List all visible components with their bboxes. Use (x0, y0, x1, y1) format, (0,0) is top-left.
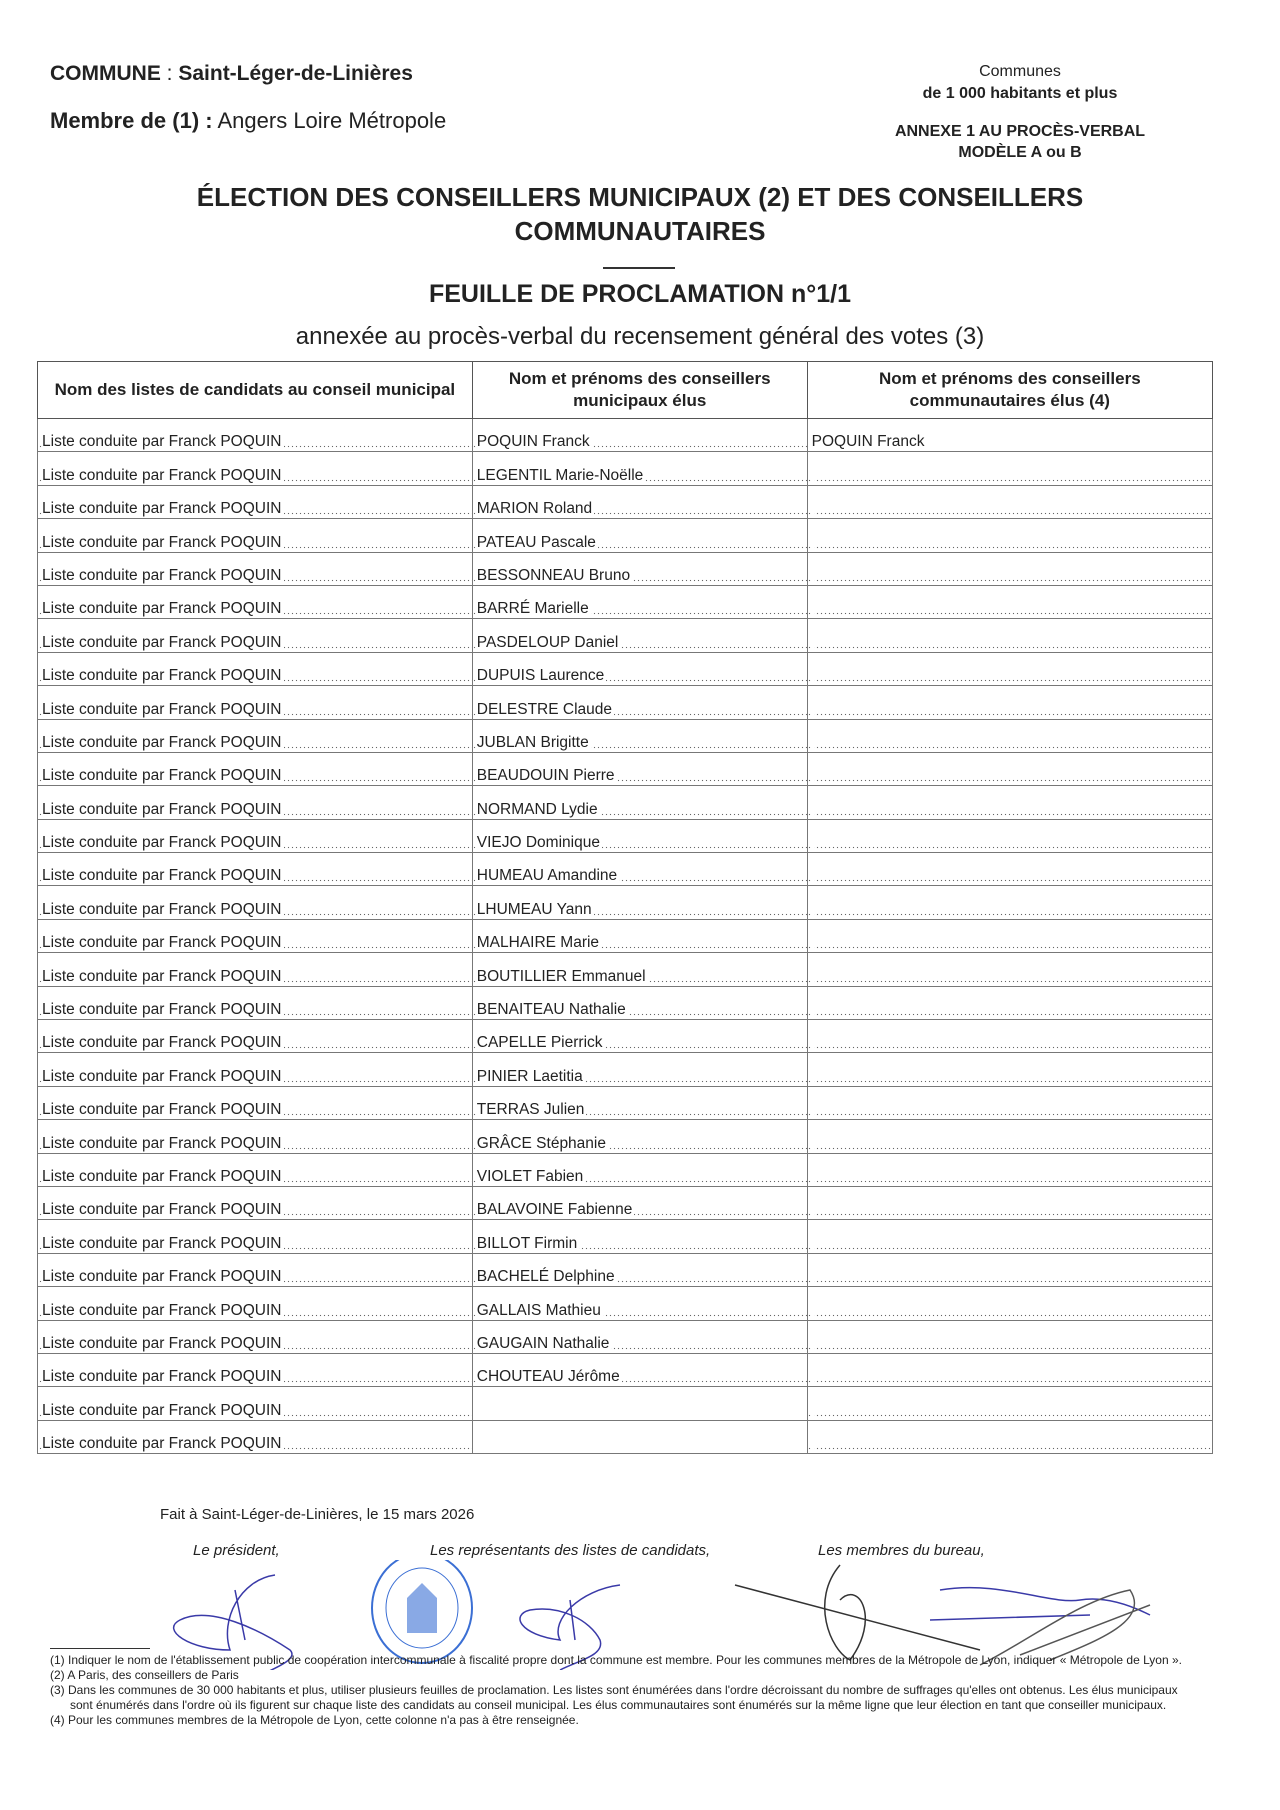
municipal-councillor-cell (472, 1353, 807, 1386)
community-councillor-cell (807, 752, 1212, 785)
municipal-councillor-cell (472, 1186, 807, 1219)
community-councillor-cell (807, 886, 1212, 919)
community-councillor-cell (807, 1053, 1212, 1086)
municipal-councillor: BACHELÉ Delphine (476, 1268, 615, 1286)
table-row (38, 619, 1213, 652)
municipal-councillor-cell (472, 1153, 807, 1186)
footnote-4: (4) Pour les communes membres de la Métropole de Lyon, cette colonne n'a pas à être renseignée. (50, 1713, 579, 1727)
municipal-councillor-cell (472, 619, 807, 652)
municipal-councillor: LEGENTIL Marie-Noëlle (476, 466, 644, 484)
municipal-councillor-cell (472, 719, 807, 752)
commune-label: COMMUNE (50, 62, 161, 85)
municipal-councillor-cell (472, 953, 807, 986)
list-name-cell (38, 719, 473, 752)
municipal-councillor-cell (472, 1253, 807, 1286)
municipal-councillor-cell (472, 886, 807, 919)
table-row (38, 1153, 1213, 1186)
community-councillor-cell (807, 1320, 1212, 1353)
list-name-cell (38, 686, 473, 719)
community-councillor-cell (807, 953, 1212, 986)
list-name: Liste conduite par Franck POQUIN (42, 700, 282, 718)
list-name: Liste conduite par Franck POQUIN (42, 1268, 282, 1286)
community-councillor (812, 934, 814, 951)
municipal-councillor: LHUMEAU Yann (476, 900, 592, 918)
municipal-councillor: CAPELLE Pierrick (476, 1034, 603, 1052)
list-name: Liste conduite par Franck POQUIN (42, 1234, 282, 1252)
municipal-councillor-cell (472, 452, 807, 485)
list-name-cell (38, 1353, 473, 1386)
list-name-cell (38, 1186, 473, 1219)
community-councillor: POQUIN Franck (811, 433, 925, 451)
table-row (38, 719, 1213, 752)
list-name-cell (38, 819, 473, 852)
community-councillor-cell (807, 1253, 1212, 1286)
municipal-councillor-cell (472, 1320, 807, 1353)
list-name-cell (38, 986, 473, 1019)
list-name: Liste conduite par Franck POQUIN (42, 1167, 282, 1185)
municipal-councillor: BALAVOINE Fabienne (476, 1201, 633, 1219)
title-line1: ÉLECTION DES CONSEILLERS MUNICIPAUX (2) ET DES CONSEILLERS (196, 182, 1084, 212)
footnote-2: (2) A Paris, des conseillers de Paris (50, 1668, 239, 1682)
municipal-councillor: HUMEAU Amandine (476, 867, 618, 885)
sheet-title: FEUILLE DE PROCLAMATION n°1/1 (428, 280, 852, 308)
list-name: Liste conduite par Franck POQUIN (42, 1201, 282, 1219)
commune-name: Saint-Léger-de-Linières (178, 62, 413, 85)
municipal-councillor: POQUIN Franck (476, 433, 590, 451)
municipal-councillor-cell (472, 585, 807, 618)
list-name-cell (38, 519, 473, 552)
community-councillor-cell (807, 853, 1212, 886)
municipal-councillor: BEAUDOUIN Pierre (476, 767, 615, 785)
municipal-councillor-cell (472, 1220, 807, 1253)
community-councillor (812, 1101, 814, 1118)
list-name: Liste conduite par Franck POQUIN (42, 1368, 282, 1386)
community-councillor-cell (807, 1353, 1212, 1386)
community-councillor (812, 1302, 814, 1319)
community-councillor-cell (807, 1020, 1212, 1053)
community-councillor-cell (807, 585, 1212, 618)
place-date: Fait à Saint-Léger-de-Linières, le 15 mars 2026 (160, 1506, 475, 1523)
community-councillor (812, 567, 814, 584)
municipal-councillor: BARRÉ Marielle (476, 600, 589, 618)
community-councillor-cell (807, 452, 1212, 485)
community-councillor-cell (807, 552, 1212, 585)
annexe-line1: ANNEXE 1 AU PROCÈS-VERBAL (894, 123, 1146, 140)
list-name: Liste conduite par Franck POQUIN (42, 1334, 282, 1352)
list-name: Liste conduite par Franck POQUIN (42, 1134, 282, 1152)
community-councillor (812, 1435, 814, 1452)
community-councillor-cell (807, 1186, 1212, 1219)
municipal-councillor: BESSONNEAU Bruno (476, 566, 631, 584)
membre-label: Membre de (1) : (50, 108, 213, 133)
table-row (38, 886, 1213, 919)
community-councillor-cell (807, 485, 1212, 518)
community-councillor-cell (807, 786, 1212, 819)
title-line2: COMMUNAUTAIRES (514, 216, 766, 246)
list-name: Liste conduite par Franck POQUIN (42, 900, 282, 918)
bureau-signature-2 (930, 1588, 1150, 1620)
community-councillor-cell (807, 619, 1212, 652)
municipal-councillor-cell (472, 686, 807, 719)
municipal-councillor-cell (472, 1020, 807, 1053)
community-councillor-cell (807, 1387, 1212, 1420)
annexe-line2: MODÈLE A ou B (958, 144, 1082, 161)
community-councillor-cell (807, 519, 1212, 552)
municipal-councillor: VIEJO Dominique (476, 834, 600, 852)
list-name: Liste conduite par Franck POQUIN (42, 967, 282, 985)
municipal-councillor: MARION Roland (476, 500, 593, 518)
table-row (38, 1120, 1213, 1153)
community-councillor (812, 600, 814, 617)
municipal-councillor: PATEAU Pascale (476, 533, 596, 551)
community-councillor (812, 1235, 814, 1252)
list-name: Liste conduite par Franck POQUIN (42, 1435, 282, 1453)
list-name-cell (38, 485, 473, 518)
community-councillor (812, 1201, 814, 1218)
list-name: Liste conduite par Franck POQUIN (42, 834, 282, 852)
list-name-cell (38, 752, 473, 785)
table-row (38, 953, 1213, 986)
column-header-lists: Nom des listes de candidats au conseil municipal (38, 362, 473, 419)
representatives-label: Les représentants des listes de candidats, (430, 1542, 711, 1559)
list-name-cell (38, 886, 473, 919)
community-councillor (812, 467, 814, 484)
municipal-councillor-cell (472, 853, 807, 886)
bureau-signature-1 (735, 1565, 980, 1660)
municipal-councillor: GALLAIS Mathieu (476, 1301, 601, 1319)
list-name-cell (38, 419, 473, 452)
table-row (38, 919, 1213, 952)
municipal-councillor-cell (472, 786, 807, 819)
municipal-councillor-cell (472, 986, 807, 1019)
list-name-cell (38, 452, 473, 485)
table-row (38, 452, 1213, 485)
list-name-cell (38, 1253, 473, 1286)
municipal-councillor-cell (472, 919, 807, 952)
column-header-municipal: Nom et prénoms des conseillers municipaux élus (472, 362, 807, 419)
community-councillor-cell (807, 1220, 1212, 1253)
community-councillor-cell (807, 719, 1212, 752)
bureau-label: Les membres du bureau, (818, 1542, 985, 1559)
municipal-councillor: BENAITEAU Nathalie (476, 1001, 626, 1019)
table-row (38, 752, 1213, 785)
municipal-councillor: TERRAS Julien (476, 1101, 585, 1119)
municipal-councillor: GAUGAIN Nathalie (476, 1334, 610, 1352)
municipal-councillor: BOUTILLIER Emmanuel (476, 967, 646, 985)
table-row (38, 552, 1213, 585)
table-row (38, 1086, 1213, 1119)
municipal-councillor-cell (472, 819, 807, 852)
municipal-councillor-cell (472, 1053, 807, 1086)
community-councillor-cell (807, 1120, 1212, 1153)
list-name-cell (38, 552, 473, 585)
list-name: Liste conduite par Franck POQUIN (42, 466, 282, 484)
table-row (38, 1287, 1213, 1320)
municipal-councillor (477, 1435, 479, 1452)
list-name-cell (38, 853, 473, 886)
list-name-cell (38, 786, 473, 819)
list-name-cell (38, 1420, 473, 1453)
table-row (38, 519, 1213, 552)
footnote-3: (3) Dans les communes de 30 000 habitants et plus, utiliser plusieurs feuilles de proclamation. Les listes sont énumérées dans l'ordre décroissant du nombre de suffrages qu'elles ont obtenus. Les élus municipaux sont énumérés dans l'ordre où ils figurent sur chaque liste des candidats au conseil municipal. Les élus communautaires sont énumérés sur la même ligne que leur élection en tant que conseiller municipaux. (50, 1683, 1178, 1712)
community-councillor (812, 734, 814, 751)
table-row (38, 1353, 1213, 1386)
community-councillor-cell (807, 1086, 1212, 1119)
list-name-cell (38, 1387, 473, 1420)
community-councillor-cell (807, 919, 1212, 952)
municipal-councillor: DELESTRE Claude (476, 700, 613, 718)
community-councillor (812, 701, 814, 718)
table-row (38, 1320, 1213, 1353)
community-councillor-cell (807, 819, 1212, 852)
list-name: Liste conduite par Franck POQUIN (42, 800, 282, 818)
table-row (38, 1253, 1213, 1286)
list-name-cell (38, 1153, 473, 1186)
list-name: Liste conduite par Franck POQUIN (42, 433, 282, 451)
list-name: Liste conduite par Franck POQUIN (42, 1034, 282, 1052)
community-councillor (812, 1068, 814, 1085)
municipal-councillor: PASDELOUP Daniel (476, 633, 619, 651)
table-row (38, 1020, 1213, 1053)
communes-line1: Communes (979, 63, 1061, 80)
membre-name: Angers Loire Métropole (217, 108, 447, 133)
municipal-councillor: GRÂCE Stéphanie (476, 1134, 606, 1152)
list-name: Liste conduite par Franck POQUIN (42, 867, 282, 885)
subtitle: annexée au procès-verbal du recensement général des votes (3) (295, 323, 985, 350)
list-name: Liste conduite par Franck POQUIN (42, 566, 282, 584)
table-row (38, 585, 1213, 618)
list-name: Liste conduite par Franck POQUIN (42, 1301, 282, 1319)
list-name: Liste conduite par Franck POQUIN (42, 1401, 282, 1419)
municipal-councillor: BILLOT Firmin (476, 1234, 578, 1252)
municipal-councillor: CHOUTEAU Jérôme (476, 1368, 620, 1386)
municipal-councillor: MALHAIRE Marie (476, 934, 600, 952)
community-councillor (812, 834, 814, 851)
footnote-1: (1) Indiquer le nom de l'établissement public de coopération intercommunale à fiscalité propre dont la commune est membre. Pour les communes membres de la Métropole de Lyon, indiquer « Métropole de Lyon ». (50, 1653, 1182, 1667)
community-councillor (812, 901, 814, 918)
community-councillor-cell (807, 1153, 1212, 1186)
community-councillor-cell (807, 652, 1212, 685)
column-header-community: Nom et prénoms des conseillers communautaires élus (4) (807, 362, 1212, 419)
list-name-cell (38, 652, 473, 685)
municipal-councillor: VIOLET Fabien (476, 1167, 584, 1185)
table-row (38, 819, 1213, 852)
table-row (38, 986, 1213, 1019)
communes-line2: de 1 000 habitants et plus (922, 85, 1118, 102)
list-name: Liste conduite par Franck POQUIN (42, 1101, 282, 1119)
list-name: Liste conduite par Franck POQUIN (42, 600, 282, 618)
list-name-cell (38, 1220, 473, 1253)
community-councillor (812, 801, 814, 818)
table-row (38, 1387, 1213, 1420)
table-row (38, 419, 1213, 452)
footnote-rule (50, 1648, 150, 1649)
membre (50, 108, 446, 134)
president-label: Le président, (193, 1542, 280, 1559)
list-name: Liste conduite par Franck POQUIN (42, 500, 282, 518)
municipal-councillor-cell (472, 1287, 807, 1320)
municipal-councillor-cell (472, 552, 807, 585)
table-row (38, 786, 1213, 819)
table-row (38, 686, 1213, 719)
table-row (38, 853, 1213, 886)
list-name: Liste conduite par Franck POQUIN (42, 667, 282, 685)
list-name: Liste conduite par Franck POQUIN (42, 934, 282, 952)
municipal-councillor: DUPUIS Laurence (476, 667, 605, 685)
list-name-cell (38, 1053, 473, 1086)
community-councillor (812, 1001, 814, 1018)
list-name: Liste conduite par Franck POQUIN (42, 1067, 282, 1085)
list-name-cell (38, 1320, 473, 1353)
municipal-councillor-cell (472, 1086, 807, 1119)
community-councillor (812, 634, 814, 651)
community-councillor (812, 1034, 814, 1051)
community-councillor (812, 968, 814, 985)
list-name: Liste conduite par Franck POQUIN (42, 733, 282, 751)
divider (603, 267, 675, 269)
results-table (37, 361, 1213, 1454)
municipal-councillor-cell (472, 1120, 807, 1153)
municipal-councillor-cell (472, 652, 807, 685)
community-councillor (812, 534, 814, 551)
list-name: Liste conduite par Franck POQUIN (42, 533, 282, 551)
table-row (38, 1220, 1213, 1253)
list-name: Liste conduite par Franck POQUIN (42, 633, 282, 651)
community-councillor (812, 1368, 814, 1385)
community-councillor-cell (807, 419, 1212, 452)
community-councillor-cell (807, 1420, 1212, 1453)
table-row (38, 652, 1213, 685)
municipal-councillor (477, 1402, 479, 1419)
list-name-cell (38, 919, 473, 952)
list-name-cell (38, 1086, 473, 1119)
table-row (38, 1420, 1213, 1453)
commune: COMMUNE : Saint-Léger-de-Linières (50, 62, 413, 85)
community-councillor (812, 1168, 814, 1185)
municipal-councillor-cell (472, 1387, 807, 1420)
list-name-cell (38, 953, 473, 986)
municipal-councillor-cell (472, 519, 807, 552)
community-councillor (812, 667, 814, 684)
community-councillor-cell (807, 686, 1212, 719)
table-row (38, 1053, 1213, 1086)
list-name: Liste conduite par Franck POQUIN (42, 767, 282, 785)
list-name-cell (38, 1120, 473, 1153)
community-councillor (812, 1335, 814, 1352)
community-councillor (812, 500, 814, 517)
municipal-councillor-cell (472, 1420, 807, 1453)
table-row (38, 1186, 1213, 1219)
municipal-councillor-cell (472, 752, 807, 785)
municipal-councillor-cell (472, 485, 807, 518)
community-councillor (812, 1268, 814, 1285)
community-councillor-cell (807, 1287, 1212, 1320)
municipal-councillor: NORMAND Lydie (476, 800, 598, 818)
community-councillor (812, 767, 814, 784)
municipal-councillor-cell (472, 419, 807, 452)
community-councillor (812, 867, 814, 884)
list-name: Liste conduite par Franck POQUIN (42, 1001, 282, 1019)
community-councillor (812, 1402, 814, 1419)
community-councillor-cell (807, 986, 1212, 1019)
list-name-cell (38, 1020, 473, 1053)
list-name-cell (38, 619, 473, 652)
footnotes (50, 1648, 1200, 1728)
document-title (0, 180, 1280, 248)
municipal-councillor: JUBLAN Brigitte (476, 733, 589, 751)
list-name-cell (38, 585, 473, 618)
municipal-councillor: PINIER Laetitia (476, 1067, 583, 1085)
list-name-cell (38, 1287, 473, 1320)
table-row (38, 485, 1213, 518)
community-councillor (812, 1135, 814, 1152)
